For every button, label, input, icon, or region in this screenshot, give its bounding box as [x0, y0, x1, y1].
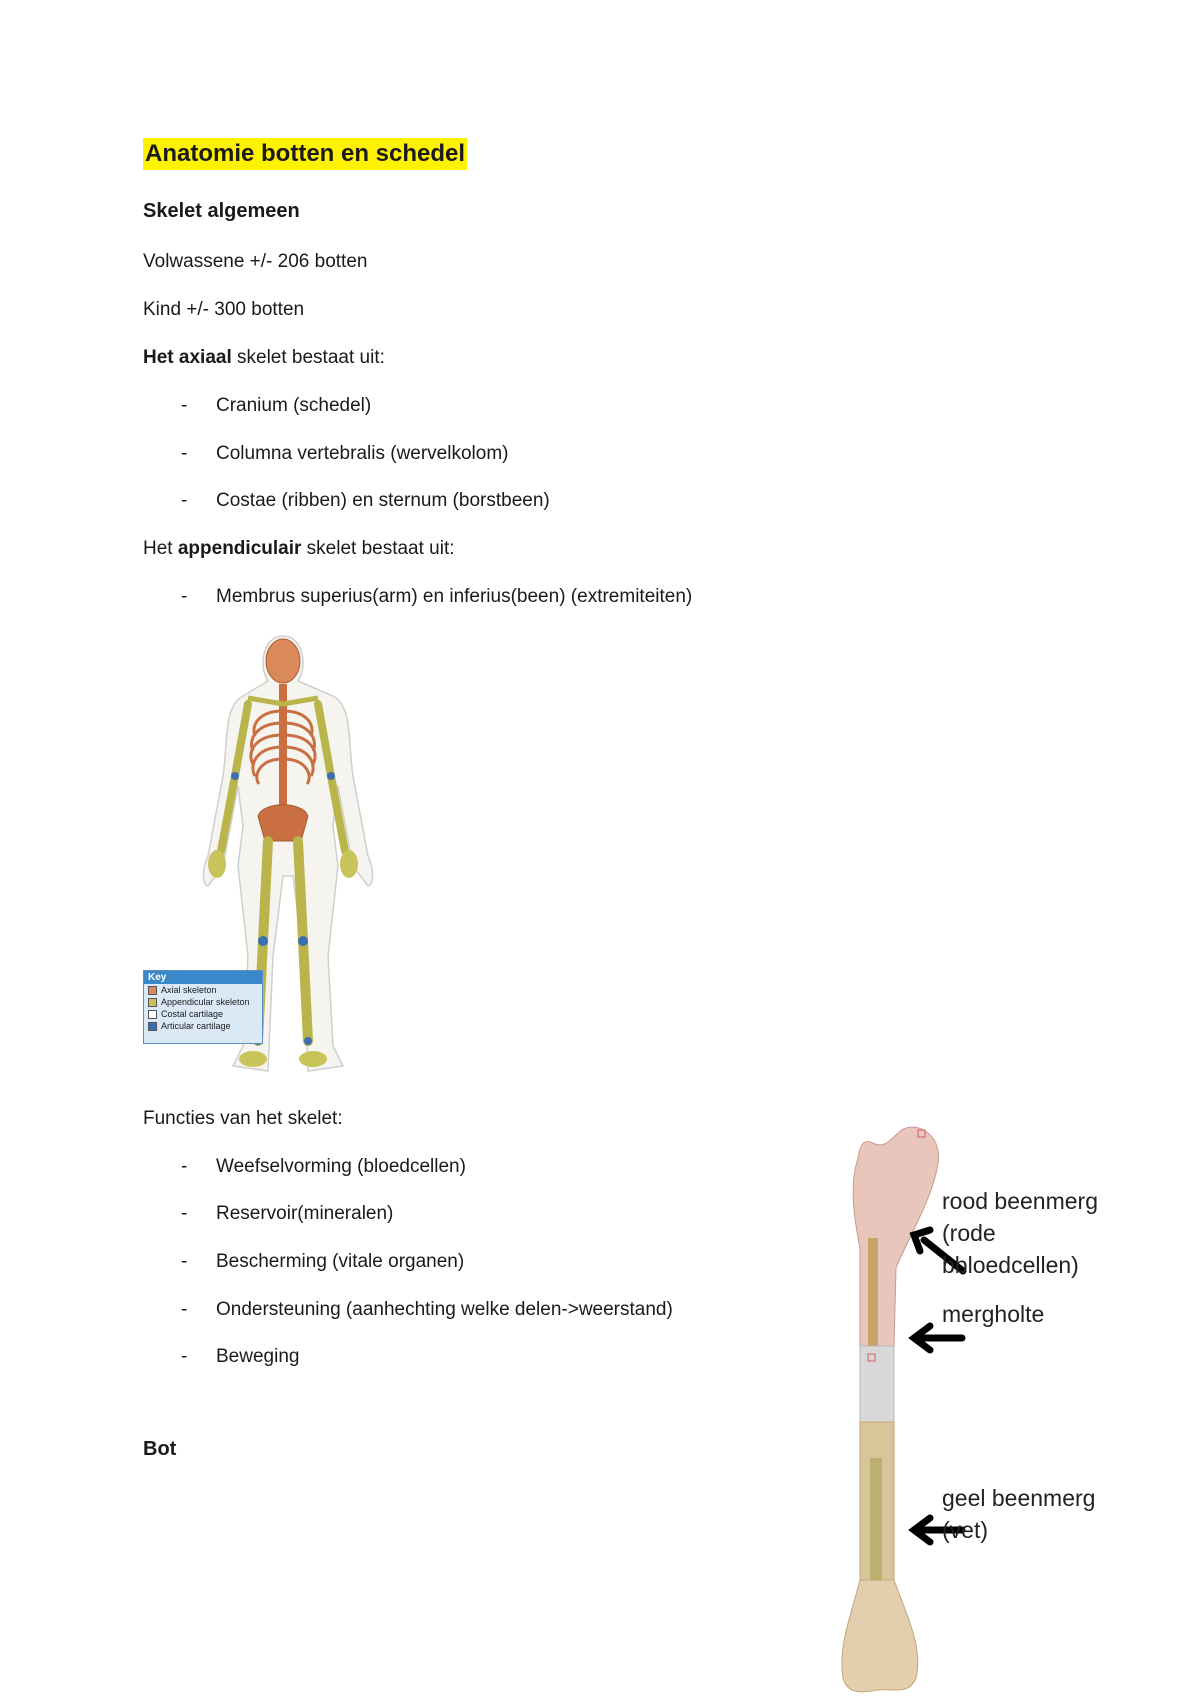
axial-heading — [143, 347, 385, 369]
list-marker: - — [181, 490, 188, 511]
key-title: Key — [144, 971, 262, 984]
text-adult-bones: Volwassene +/- 206 botten — [143, 251, 368, 272]
list-item-text: Membrus superius(arm) en inferius(been) (extremiteiten) — [216, 586, 693, 607]
list-marker: - — [181, 395, 188, 416]
list-marker: - — [181, 1299, 188, 1320]
key-swatch — [148, 1022, 157, 1031]
key-label: Costal cartilage — [161, 1009, 224, 1019]
appendicular-bold: appendiculair — [177, 538, 302, 559]
label-yellow-marrow-line: (vet) — [942, 1517, 988, 1543]
skeleton-figure — [143, 626, 403, 1082]
page-title: Anatomie botten en schedel — [143, 138, 467, 170]
list-item-text: Beweging — [216, 1346, 300, 1367]
key-swatch — [148, 986, 157, 995]
list-item — [181, 586, 692, 608]
label-red-marrow — [942, 1185, 1098, 1281]
label-yellow-marrow-line: geel beenmerg — [942, 1485, 1096, 1511]
list-item-text: Costae (ribben) en sternum (borstbeen) — [216, 490, 550, 511]
list-item — [181, 1251, 464, 1273]
appendicular-heading — [143, 538, 455, 560]
key-entry — [144, 996, 262, 1008]
list-item — [181, 1346, 299, 1368]
appendicular-prefix: Het — [143, 538, 178, 559]
key-label: Articular cartilage — [161, 1021, 231, 1031]
list-item-text: Reservoir(mineralen) — [216, 1203, 394, 1224]
heading-functies: Functies van het skelet: — [143, 1108, 343, 1129]
label-red-marrow-line: bbloedcellen) — [942, 1252, 1079, 1278]
list-item — [181, 395, 371, 417]
key-entry — [144, 1020, 262, 1032]
label-medullary-cavity: mergholte — [942, 1301, 1045, 1327]
key-label: Appendicular skeleton — [161, 997, 250, 1007]
list-item — [181, 490, 550, 512]
list-marker: - — [181, 1346, 188, 1367]
list-item — [181, 1299, 673, 1321]
heading-bot: Bot — [143, 1438, 177, 1460]
label-red-marrow-line: (rode — [942, 1220, 996, 1246]
list-item-text: Cranium (schedel) — [216, 395, 372, 416]
axial-prefix: Het — [143, 347, 179, 368]
key-swatch — [148, 1010, 157, 1019]
list-item — [181, 1156, 466, 1178]
label-red-marrow-line: rood beenmerg — [942, 1188, 1098, 1214]
key-entry — [144, 984, 262, 996]
title-wrap — [143, 138, 467, 170]
list-item-text: Weefselvorming (bloedcellen) — [216, 1156, 466, 1177]
key-swatch — [148, 998, 157, 1007]
list-marker: - — [181, 443, 188, 464]
femur-figure — [838, 1118, 958, 1696]
text-child-bones: Kind +/- 300 botten — [143, 299, 305, 320]
list-item-text: Bescherming (vitale organen) — [216, 1251, 465, 1272]
list-item-text: Columna vertebralis (wervelkolom) — [216, 443, 509, 464]
appendicular-suffix: skelet bestaat uit: — [301, 538, 455, 559]
list-item — [181, 1203, 393, 1225]
label-yellow-marrow — [942, 1482, 1095, 1546]
heading-skelet-algemeen: Skelet algemeen — [143, 200, 300, 222]
list-item — [181, 443, 508, 465]
key-entry — [144, 1008, 262, 1020]
list-marker: - — [181, 1251, 188, 1272]
axial-bold: axiaal — [178, 347, 232, 368]
list-marker: - — [181, 586, 188, 607]
list-marker: - — [181, 1156, 188, 1177]
list-item-text: Ondersteuning (aanhechting welke delen->weerstand) — [216, 1299, 673, 1320]
axial-suffix: skelet bestaat uit: — [231, 347, 385, 368]
skeleton-key-legend — [143, 970, 263, 1044]
list-marker: - — [181, 1203, 188, 1224]
key-label: Axial skeleton — [161, 985, 217, 995]
